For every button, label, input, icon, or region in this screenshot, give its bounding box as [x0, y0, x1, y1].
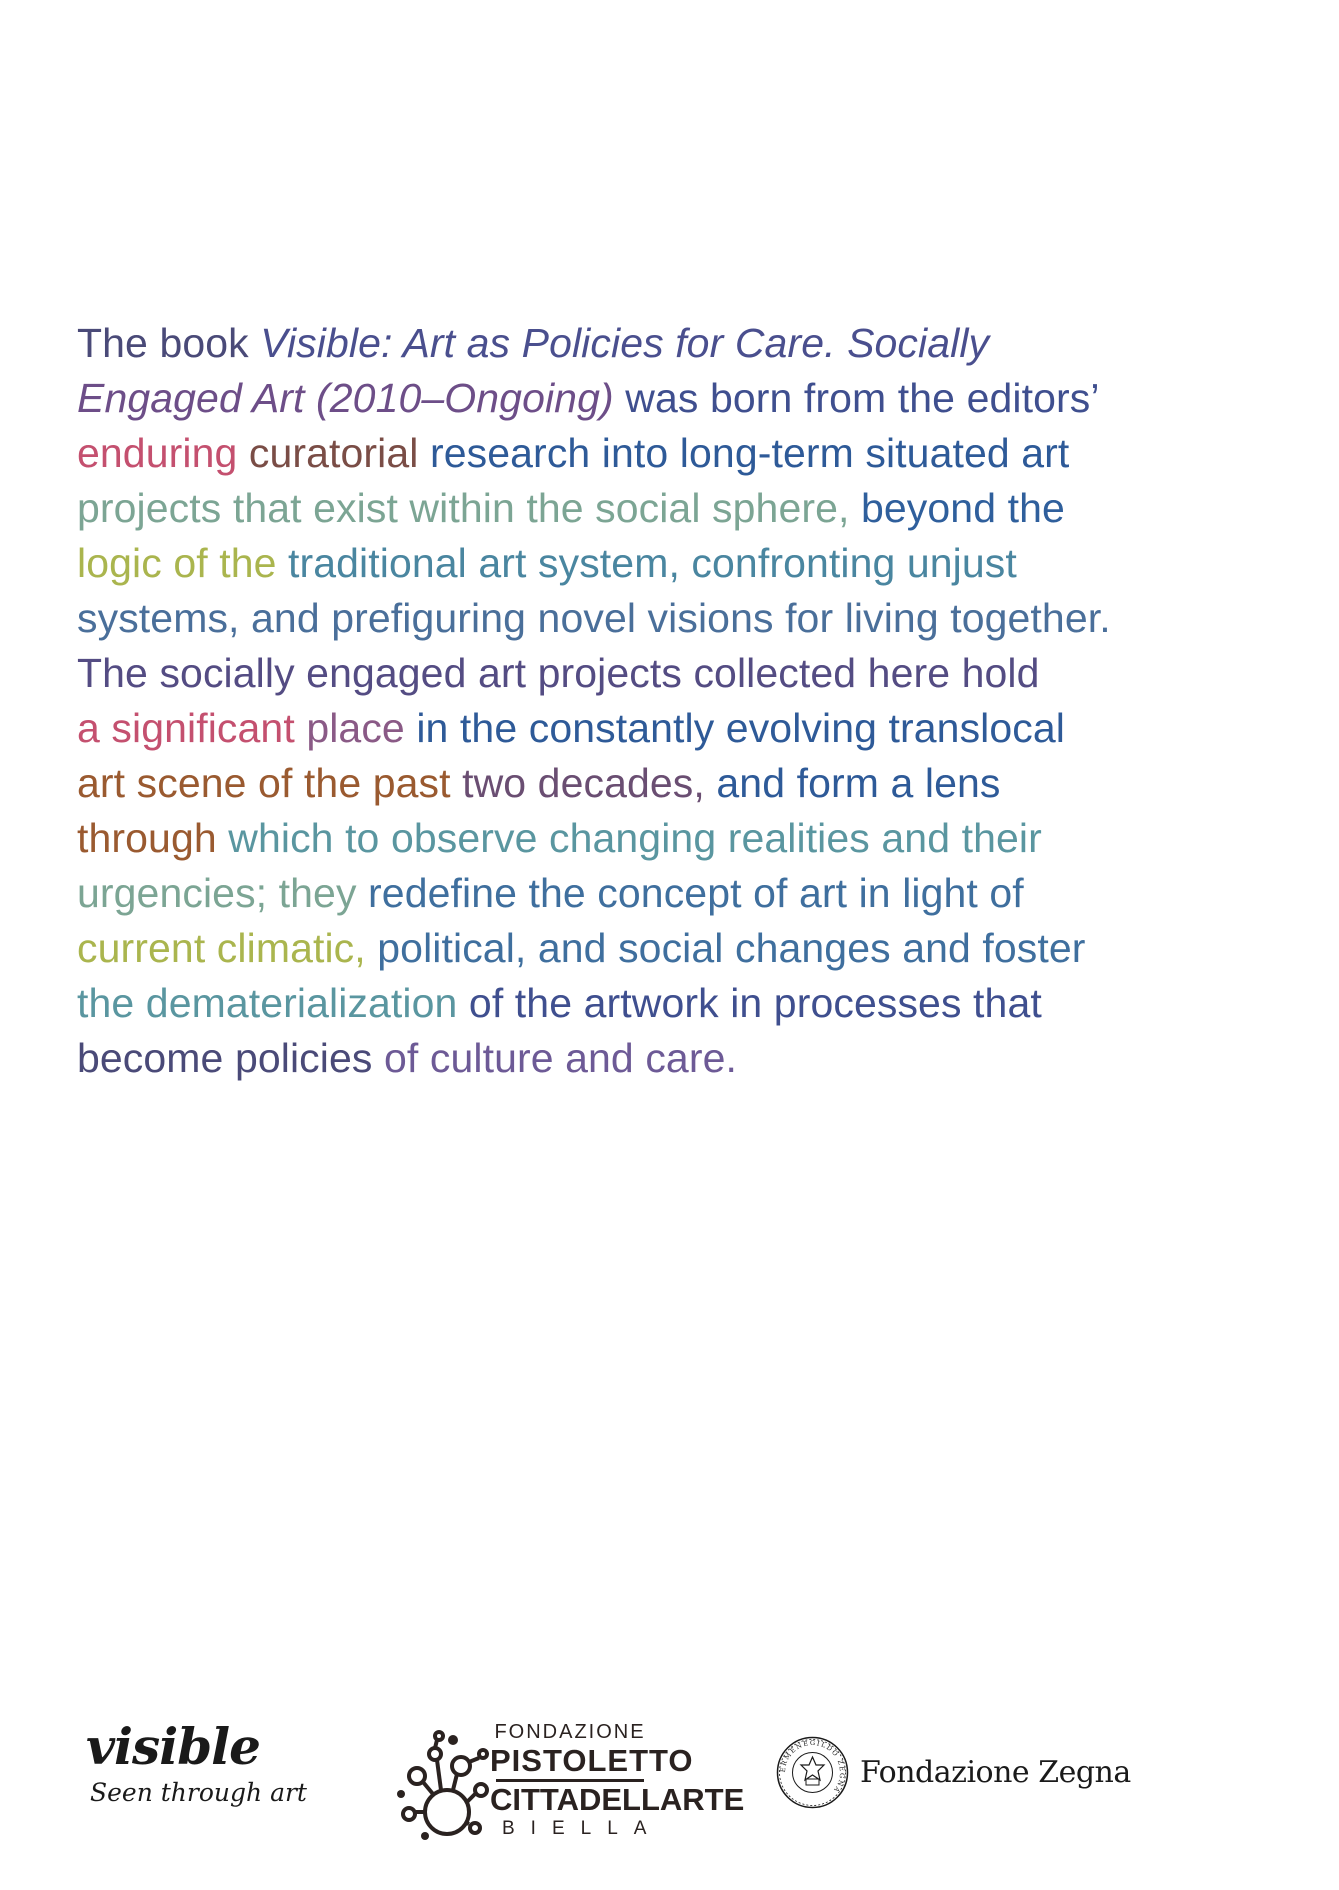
- pistoletto-line-cittadellarte: CITTADELLARTE: [490, 1782, 745, 1817]
- blurb-segment: two decades,: [462, 760, 717, 806]
- blurb-segment: political, and social changes and foster: [377, 925, 1086, 971]
- blurb-line: [77, 976, 1307, 1031]
- blurb-line: [77, 481, 1307, 536]
- blurb-segment: a significant: [77, 705, 307, 751]
- visible-logo-wordmark: visible: [86, 1717, 260, 1776]
- blurb-segment: and form a lens: [716, 760, 1001, 806]
- blurb-segment: Engaged Art (2010–Ongoing): [77, 375, 614, 421]
- blurb-segment: enduring: [77, 430, 249, 476]
- blurb-segment: research into long-term situated art: [430, 430, 1070, 476]
- seal-text: ERMENEGILDO ZEGNA: [778, 1738, 847, 1795]
- blurb-line: [77, 646, 1307, 701]
- blurb-segment: traditional art system, confronting unjust: [288, 540, 1017, 586]
- blurb-segment: The book: [77, 320, 261, 366]
- blurb-segment: of culture and care.: [383, 1035, 737, 1081]
- blurb-segment: the dematerialization: [77, 980, 469, 1026]
- blurb-line: [77, 866, 1307, 921]
- blurb-segment: become policies: [77, 1035, 384, 1081]
- blurb-text: [77, 316, 1307, 1086]
- blurb-line: [77, 316, 1307, 371]
- blurb-segment: systems, and prefiguring novel visions for living together.: [77, 595, 1111, 641]
- blurb-line: [77, 921, 1307, 976]
- blurb-segment: of the artwork in processes that: [468, 980, 1042, 1026]
- blurb-line: [77, 426, 1307, 481]
- visible-logo-tagline: Seen through art: [90, 1778, 307, 1807]
- blurb-segment: through: [77, 815, 229, 861]
- blurb-segment: The socially engaged art projects collected here hold: [77, 650, 1040, 696]
- blurb-line: [77, 591, 1307, 646]
- blurb-segment: Visible: Art as Policies for Care. Socially: [260, 320, 990, 366]
- pistoletto-line-fondazione: FONDAZIONE: [494, 1721, 646, 1743]
- blurb-line: [77, 756, 1307, 811]
- blurb-line: [77, 536, 1307, 591]
- blurb-segment: projects that exist within the social sphere,: [77, 485, 861, 531]
- zegna-logo: [775, 1735, 1131, 1815]
- pistoletto-line-biella: BIELLA: [502, 1818, 663, 1839]
- blurb-segment: beyond the: [860, 485, 1065, 531]
- visible-logo: [86, 1717, 307, 1808]
- blurb-segment: art scene of the past: [77, 760, 463, 806]
- blurb-segment: which to observe changing realities and their: [228, 815, 1042, 861]
- seal-emblem-icon: [775, 1735, 850, 1810]
- blurb-line: [77, 371, 1307, 426]
- blurb-segment: urgencies; they: [77, 870, 369, 916]
- blurb-segment: place: [306, 705, 417, 751]
- blurb-segment: logic of the: [77, 540, 288, 586]
- molecule-graphic-icon: [395, 1724, 495, 1844]
- blurb-segment: redefine the concept of art in light of: [368, 870, 1024, 916]
- blurb-segment: current climatic,: [77, 925, 378, 971]
- pistoletto-line-pistoletto: PISTOLETTO: [490, 1743, 694, 1778]
- blurb-line: [77, 701, 1307, 756]
- blurb-segment: was born from the editors’: [613, 375, 1100, 421]
- blurb-segment: in the constantly evolving translocal: [416, 705, 1065, 751]
- pistoletto-wordmark: [490, 1720, 745, 1841]
- blurb-segment: curatorial: [248, 430, 430, 476]
- blurb-line: [77, 1031, 1307, 1086]
- zegna-wordmark: Fondazione Zegna: [860, 1755, 1131, 1790]
- blurb-line: [77, 811, 1307, 866]
- pistoletto-logo: [395, 1720, 745, 1850]
